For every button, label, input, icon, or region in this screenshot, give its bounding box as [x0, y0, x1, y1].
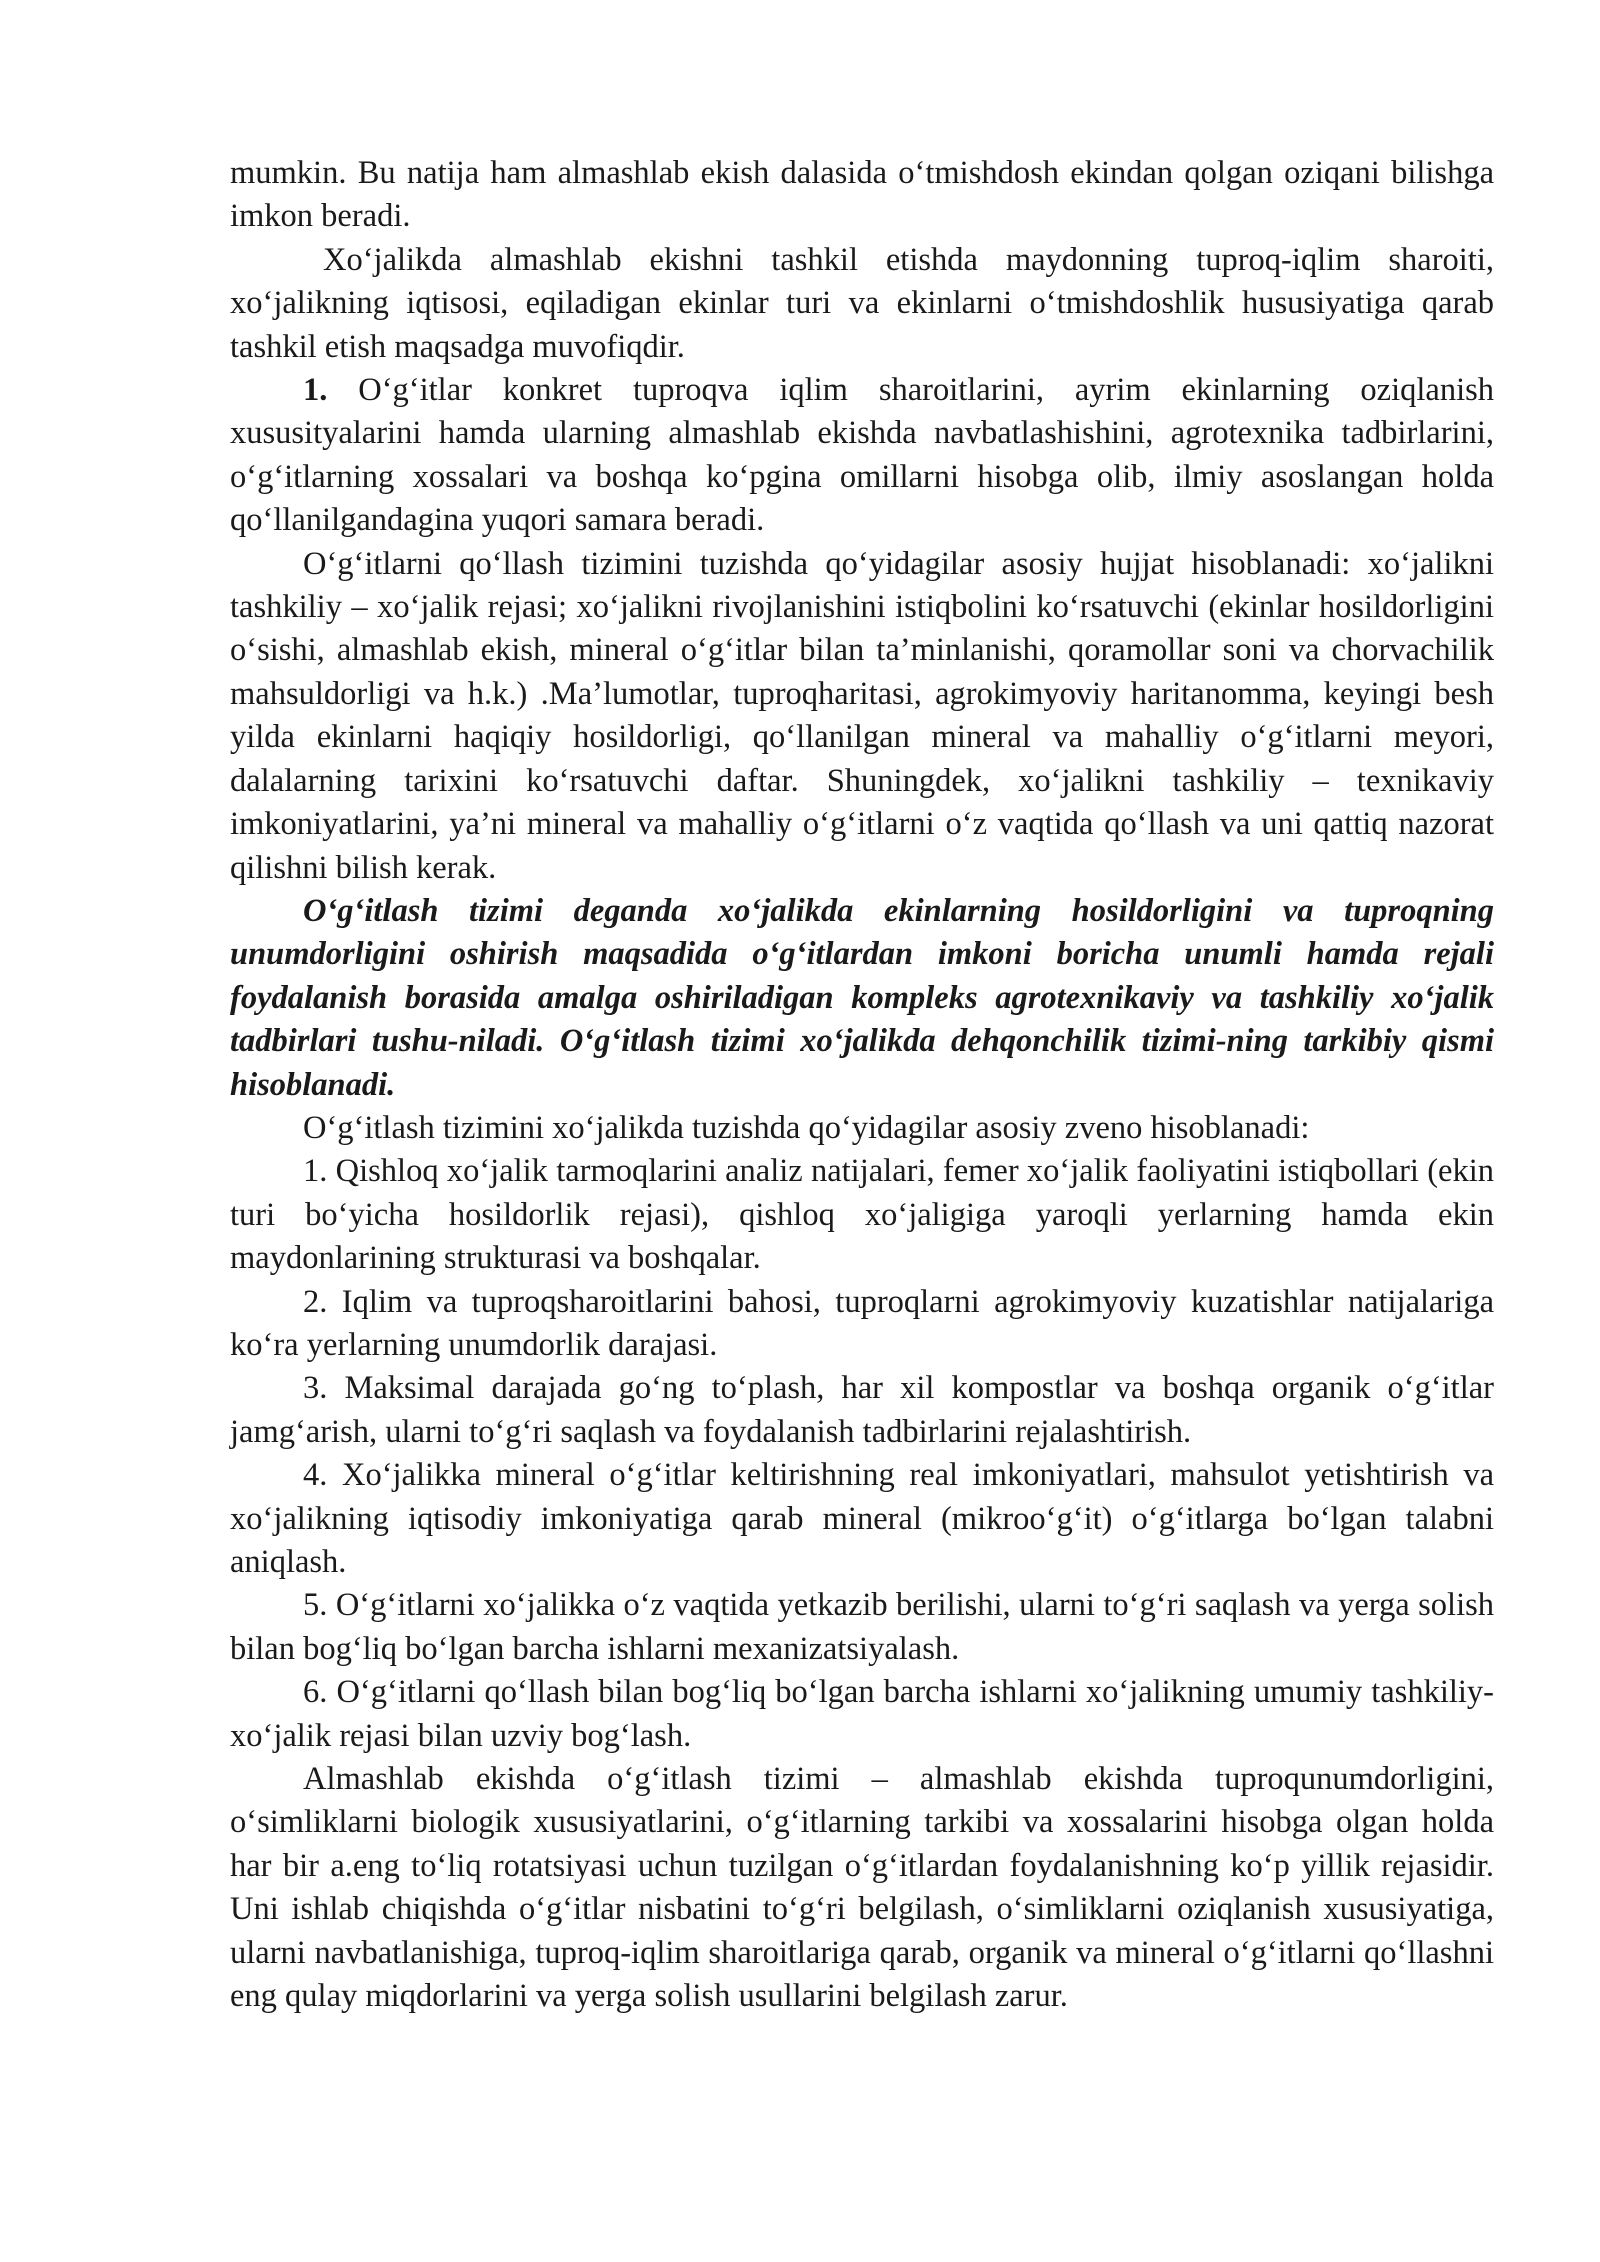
paragraph-fertilizer-efficiency — [230, 369, 1494, 543]
list-item-6: 6. O‘g‘itlarni qo‘llash bilan bog‘liq bo‘lgan barcha ishlarni xo‘jalikning umumiy tashkiliy-xo‘jalik rejasi bilan uzviy bog‘lash. — [230, 1674, 1494, 1754]
paragraph-main-links-intro: O‘g‘itlash tizimini xo‘jalikda tuzishda qo‘yidagilar asosiy zveno hisoblanadi: — [303, 1109, 1310, 1146]
list-item-1: 1. Qishloq xo‘jalik tarmoqlarini analiz natijalari, femer xo‘jalik faoliyatini istiqbollari (ekin turi bo‘yicha hosildorlik rejasi), qishloq xo‘jaligiga yaroqli yerlarning hamda ekin maydonlarining strukturasi va boshqalar. — [230, 1153, 1494, 1277]
paragraph-fertilization-system-definition: O‘g‘itlash tizimi deganda xo‘jalikda ekinlarning hosildorligini va tuproqning unumdorligini oshirish maqsadida o‘g‘itlardan imkoni boricha unumli hamda rejali foydalanish borasida amalga oshiriladigan kompleks agrotexnikaviy va tashkiliy xo‘jalik tadbirlari tushu-niladi. O‘g‘itlash tizimi xo‘jalikda dehqonchilik tizimi-ning tarkibiy qismi hisoblanadi. — [230, 892, 1494, 1103]
list-item-2: 2. Iqlim va tuproqsharoitlarini bahosi, tuproqlarni agrokimyoviy kuzatishlar natijalariga ko‘ra yerlarning unumdorlik darajasi. — [230, 1283, 1494, 1363]
list-item-5: 5. O‘g‘itlarni xo‘jalikka o‘z vaqtida yetkazib berilishi, ularni to‘g‘ri saqlash va yerga solish bilan bog‘liq bo‘lgan barcha ishlarni mexanizatsiyalash. — [230, 1587, 1494, 1667]
paragraph-crop-rotation-organization: Xo‘jalikda almashlab ekishni tashkil etishda maydonning tuproq-iqlim sharoiti, xo‘jalikning iqtisosi, eqiladigan ekinlar turi va ekinlarni o‘tmishdoshlik hususiyatiga qarab tashkil etish maqsadga muvofiqdir. — [230, 241, 1494, 365]
list-item-3: 3. Maksimal darajada go‘ng to‘plash, har xil kompostlar va boshqa organik o‘g‘itlar jamg‘arish, ularni to‘g‘ri saqlash va foydalanish tadbirlarini rejalashtirish. — [230, 1370, 1494, 1450]
document-page — [230, 152, 1494, 2018]
paragraph-text: O‘g‘itlar konkret tuproqva iqlim sharoitlarini, ayrim ekinlarning oziqlanish xususityalarini hamda ularning almashlab ekishda navbatlashishini, agrotexnika tadbirlarini, o‘g‘itlarning xossalari va boshqa ko‘pgina omillarni hisobga olib, ilmiy asoslangan holda qo‘llanilgandagina yuqori samara beradi. — [230, 372, 1494, 539]
paragraph-continuation: mumkin. Bu natija ham almashlab ekish dalasida o‘tmishdosh ekindan qolgan oziqani bilishga imkon beradi. — [230, 155, 1494, 235]
paragraph-key-documents: O‘g‘itlarni qo‘llash tizimini tuzishda qo‘yidagilar asosiy hujjat hisoblanadi: xo‘jalikni tashkiliy – xo‘jalik rejasi; xo‘jalikni rivojlanishini istiqbolini ko‘rsatuvchi (ekinlar hosildorligini o‘sishi, almashlab ekish, mineral o‘g‘itlar bilan ta’minlanishi, qoramollar soni va chorvachilik mahsuldorligi va h.k.) .Ma’lumotlar, tuproqharitasi, agrokimyoviy haritanomma, keyingi besh yilda ekinlarni haqiqiy hosildorligi, qo‘llanilgan mineral va mahalliy o‘g‘itlarni meyori, dalalarning tarixini ko‘rsatuvchi daftar. Shuningdek, xo‘jalikni tashkiliy – texnikaviy imkoniyatlarini, ya’ni mineral va mahalliy o‘g‘itlarni o‘z vaqtida qo‘llash va uni qattiq nazorat qilishni bilish kerak. — [230, 545, 1494, 886]
list-item-4: 4. Xo‘jalikka mineral o‘g‘itlar keltirishning real imkoniyatlari, mahsulot yetishtirish va xo‘jalikning iqtisodiy imkoniyatiga qarab mineral (mikroo‘g‘it) o‘g‘itlarga bo‘lgan talabni aniqlash. — [230, 1457, 1494, 1580]
paragraph-number: 1. — [303, 372, 328, 409]
paragraph-crop-rotation-fertilization: Almashlab ekishda o‘g‘itlash tizimi – almashlab ekishda tuproqunumdorligini, o‘simliklarni biologik xususiyatlarini, o‘g‘itlarning tarkibi va xossalarini hisobga olgan holda har bir a.eng to‘liq rotatsiyasi uchun tuzilgan o‘g‘itlardan foydalanishning ko‘p yillik rejasidir. Uni ishlab chiqishda o‘g‘itlar nisbatini to‘g‘ri belgilash, o‘simliklarni oziqlanish xususiyatiga, ularni navbatlanishiga, tuproq-iqlim sharoitlariga qarab, organik va mineral o‘g‘itlarni qo‘llashni eng qulay miqdorlarini va yerga solish usullarini belgilash zarur. — [230, 1761, 1494, 2015]
